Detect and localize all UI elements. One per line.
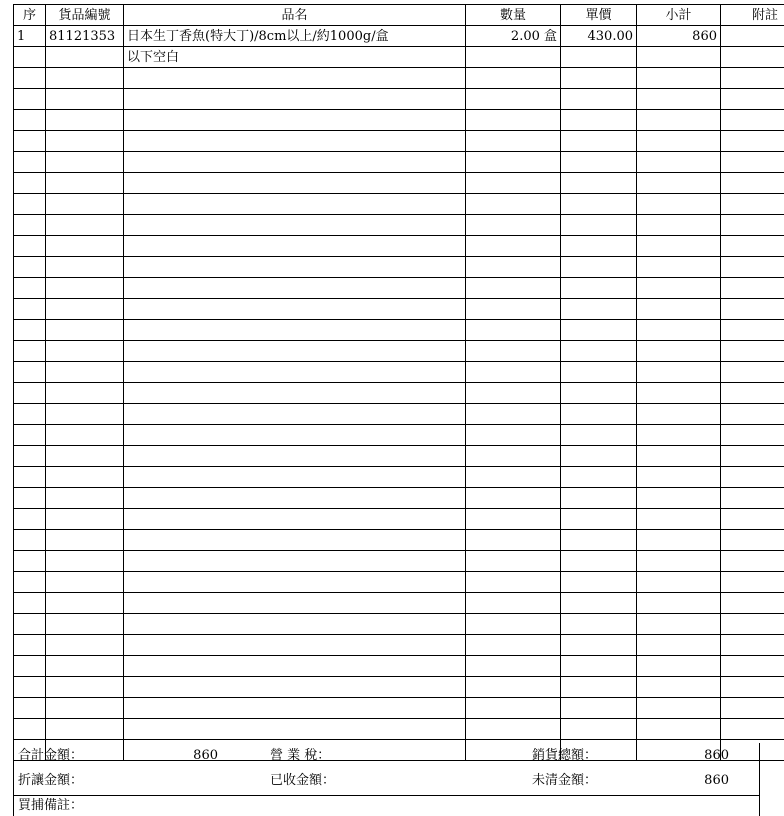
item-code bbox=[46, 320, 124, 341]
header-subtotal: 小計 bbox=[637, 5, 721, 26]
item-code bbox=[46, 593, 124, 614]
item-subtotal bbox=[637, 446, 721, 467]
item-subtotal bbox=[637, 488, 721, 509]
item-price bbox=[561, 698, 637, 719]
item-subtotal bbox=[637, 509, 721, 530]
item-name bbox=[124, 341, 466, 362]
item-code bbox=[46, 530, 124, 551]
item-seq bbox=[14, 341, 46, 362]
item-name bbox=[124, 320, 466, 341]
item-code bbox=[46, 446, 124, 467]
item-note bbox=[721, 593, 784, 614]
item-note bbox=[721, 383, 784, 404]
sales-total-value: 860 bbox=[674, 743, 729, 768]
item-price bbox=[561, 404, 637, 425]
item-name bbox=[124, 68, 466, 89]
item-code bbox=[46, 719, 124, 740]
item-qty bbox=[466, 383, 561, 404]
item-seq bbox=[14, 320, 46, 341]
item-note bbox=[721, 173, 784, 194]
item-price bbox=[561, 257, 637, 278]
item-name bbox=[124, 257, 466, 278]
header-code: 貨品編號 bbox=[46, 5, 124, 26]
item-code bbox=[46, 215, 124, 236]
item-seq bbox=[14, 299, 46, 320]
item-price bbox=[561, 152, 637, 173]
item-code bbox=[46, 509, 124, 530]
item-note bbox=[721, 215, 784, 236]
item-subtotal bbox=[637, 131, 721, 152]
item-seq bbox=[14, 509, 46, 530]
item-qty bbox=[466, 614, 561, 635]
item-qty bbox=[466, 656, 561, 677]
item-seq bbox=[14, 236, 46, 257]
item-subtotal bbox=[637, 530, 721, 551]
item-qty bbox=[466, 593, 561, 614]
table-row bbox=[14, 425, 784, 446]
item-qty bbox=[466, 467, 561, 488]
item-code bbox=[46, 299, 124, 320]
item-subtotal bbox=[637, 614, 721, 635]
table-row bbox=[14, 446, 784, 467]
item-qty bbox=[466, 572, 561, 593]
item-seq bbox=[14, 446, 46, 467]
discount-label: 折讓金額： bbox=[18, 768, 83, 793]
item-name bbox=[124, 614, 466, 635]
item-note bbox=[721, 278, 784, 299]
table-row bbox=[14, 362, 784, 383]
item-qty bbox=[466, 215, 561, 236]
item-name bbox=[124, 152, 466, 173]
item-code bbox=[46, 236, 124, 257]
table-row bbox=[14, 26, 784, 47]
item-qty bbox=[466, 278, 561, 299]
item-qty bbox=[466, 530, 561, 551]
item-subtotal bbox=[637, 593, 721, 614]
item-subtotal bbox=[637, 635, 721, 656]
header-price: 單價 bbox=[561, 5, 637, 26]
item-price bbox=[561, 614, 637, 635]
item-seq bbox=[14, 194, 46, 215]
item-seq bbox=[14, 404, 46, 425]
item-note bbox=[721, 635, 784, 656]
item-subtotal bbox=[637, 194, 721, 215]
item-price bbox=[561, 488, 637, 509]
item-note bbox=[721, 425, 784, 446]
sales-total-label: 銷貨總額： bbox=[532, 743, 597, 768]
table-row bbox=[14, 383, 784, 404]
item-qty bbox=[466, 131, 561, 152]
table-row bbox=[14, 215, 784, 236]
item-note bbox=[721, 698, 784, 719]
item-seq bbox=[14, 278, 46, 299]
item-price bbox=[561, 173, 637, 194]
item-seq bbox=[14, 593, 46, 614]
item-name bbox=[124, 89, 466, 110]
table-row bbox=[14, 236, 784, 257]
item-price bbox=[561, 89, 637, 110]
table-row bbox=[14, 656, 784, 677]
item-code bbox=[46, 257, 124, 278]
item-code bbox=[46, 572, 124, 593]
item-subtotal bbox=[637, 215, 721, 236]
item-subtotal bbox=[637, 551, 721, 572]
header-seq: 序 bbox=[14, 5, 46, 26]
item-qty bbox=[466, 47, 561, 68]
item-seq bbox=[14, 257, 46, 278]
item-seq bbox=[14, 572, 46, 593]
item-subtotal bbox=[637, 467, 721, 488]
header-note: 附註 bbox=[721, 5, 784, 26]
table-row bbox=[14, 131, 784, 152]
item-seq bbox=[14, 635, 46, 656]
item-price bbox=[561, 677, 637, 698]
header-name: 品名 bbox=[124, 5, 466, 26]
item-code bbox=[46, 551, 124, 572]
item-subtotal bbox=[637, 236, 721, 257]
item-price bbox=[561, 278, 637, 299]
item-seq bbox=[14, 131, 46, 152]
item-code bbox=[46, 131, 124, 152]
table-row bbox=[14, 89, 784, 110]
item-name bbox=[124, 236, 466, 257]
item-price bbox=[561, 383, 637, 404]
item-price bbox=[561, 656, 637, 677]
table-row bbox=[14, 719, 784, 740]
item-code bbox=[46, 656, 124, 677]
item-name bbox=[124, 635, 466, 656]
item-price bbox=[561, 341, 637, 362]
table-row bbox=[14, 257, 784, 278]
item-code bbox=[46, 47, 124, 68]
item-price bbox=[561, 236, 637, 257]
item-note bbox=[721, 551, 784, 572]
item-seq bbox=[14, 110, 46, 131]
item-subtotal bbox=[637, 425, 721, 446]
item-seq bbox=[14, 68, 46, 89]
item-note bbox=[721, 446, 784, 467]
item-note bbox=[721, 236, 784, 257]
item-subtotal bbox=[637, 404, 721, 425]
item-seq bbox=[14, 425, 46, 446]
item-code bbox=[46, 194, 124, 215]
item-subtotal bbox=[637, 341, 721, 362]
item-subtotal bbox=[637, 698, 721, 719]
item-note bbox=[721, 404, 784, 425]
item-seq bbox=[14, 551, 46, 572]
item-seq bbox=[14, 677, 46, 698]
item-seq bbox=[14, 152, 46, 173]
item-code bbox=[46, 383, 124, 404]
table-row bbox=[14, 341, 784, 362]
item-name bbox=[124, 698, 466, 719]
item-note bbox=[721, 656, 784, 677]
item-name bbox=[124, 362, 466, 383]
item-note bbox=[721, 509, 784, 530]
item-subtotal bbox=[637, 257, 721, 278]
item-price bbox=[561, 572, 637, 593]
table-row bbox=[14, 572, 784, 593]
item-subtotal bbox=[637, 89, 721, 110]
item-price bbox=[561, 320, 637, 341]
summary-row-1 bbox=[14, 743, 759, 768]
item-seq bbox=[14, 89, 46, 110]
table-row bbox=[14, 530, 784, 551]
table-row bbox=[14, 551, 784, 572]
item-code bbox=[46, 152, 124, 173]
table-header-row bbox=[14, 5, 784, 26]
invoice-sheet bbox=[13, 4, 759, 761]
items-table bbox=[13, 4, 784, 761]
item-name bbox=[124, 677, 466, 698]
tax-label: 營 業 稅： bbox=[270, 743, 330, 768]
table-row bbox=[14, 299, 784, 320]
item-subtotal bbox=[637, 320, 721, 341]
item-seq bbox=[14, 530, 46, 551]
item-note bbox=[721, 68, 784, 89]
table-row bbox=[14, 677, 784, 698]
item-seq bbox=[14, 383, 46, 404]
summary-section bbox=[13, 743, 760, 796]
item-qty bbox=[466, 677, 561, 698]
item-seq bbox=[14, 362, 46, 383]
item-subtotal bbox=[637, 383, 721, 404]
item-qty bbox=[466, 257, 561, 278]
item-note bbox=[721, 47, 784, 68]
item-name bbox=[124, 593, 466, 614]
table-row bbox=[14, 47, 784, 68]
item-qty bbox=[466, 362, 561, 383]
item-note bbox=[721, 89, 784, 110]
item-note bbox=[721, 614, 784, 635]
item-qty bbox=[466, 236, 561, 257]
item-name bbox=[124, 467, 466, 488]
item-subtotal: 860 bbox=[637, 26, 721, 47]
item-name bbox=[124, 299, 466, 320]
item-subtotal bbox=[637, 152, 721, 173]
item-price: 430.00 bbox=[561, 26, 637, 47]
table-row bbox=[14, 593, 784, 614]
item-subtotal bbox=[637, 47, 721, 68]
table-row bbox=[14, 320, 784, 341]
table-row bbox=[14, 110, 784, 131]
table-row bbox=[14, 635, 784, 656]
item-qty bbox=[466, 446, 561, 467]
item-seq bbox=[14, 215, 46, 236]
item-qty bbox=[466, 299, 561, 320]
item-price bbox=[561, 47, 637, 68]
item-note bbox=[721, 488, 784, 509]
item-note bbox=[721, 467, 784, 488]
item-qty: 2.00 盒 bbox=[466, 26, 561, 47]
item-subtotal bbox=[637, 677, 721, 698]
item-subtotal bbox=[637, 68, 721, 89]
remarks-label: 買捕備註： bbox=[18, 796, 83, 816]
table-row bbox=[14, 404, 784, 425]
item-note bbox=[721, 152, 784, 173]
item-name bbox=[124, 509, 466, 530]
item-qty bbox=[466, 89, 561, 110]
outstanding-value: 860 bbox=[674, 768, 729, 793]
item-code bbox=[46, 68, 124, 89]
item-price bbox=[561, 635, 637, 656]
item-seq bbox=[14, 488, 46, 509]
item-code bbox=[46, 488, 124, 509]
item-seq bbox=[14, 656, 46, 677]
item-name bbox=[124, 110, 466, 131]
table-row bbox=[14, 467, 784, 488]
item-seq: 1 bbox=[14, 26, 46, 47]
item-subtotal bbox=[637, 278, 721, 299]
item-qty bbox=[466, 719, 561, 740]
header-qty: 數量 bbox=[466, 5, 561, 26]
item-code bbox=[46, 425, 124, 446]
item-name bbox=[124, 551, 466, 572]
item-code bbox=[46, 635, 124, 656]
item-qty bbox=[466, 551, 561, 572]
item-note bbox=[721, 719, 784, 740]
table-row bbox=[14, 509, 784, 530]
item-code: 81121353 bbox=[46, 26, 124, 47]
item-note bbox=[721, 26, 784, 47]
item-subtotal bbox=[637, 110, 721, 131]
item-price bbox=[561, 299, 637, 320]
total-label: 合計金額： bbox=[18, 743, 83, 768]
outstanding-label: 未清金額： bbox=[532, 768, 597, 793]
item-code bbox=[46, 362, 124, 383]
item-seq bbox=[14, 467, 46, 488]
item-name bbox=[124, 404, 466, 425]
item-price bbox=[561, 509, 637, 530]
item-note bbox=[721, 257, 784, 278]
item-name bbox=[124, 719, 466, 740]
item-qty bbox=[466, 488, 561, 509]
item-name: 以下空白 bbox=[124, 47, 466, 68]
item-name bbox=[124, 425, 466, 446]
item-name bbox=[124, 194, 466, 215]
item-qty bbox=[466, 698, 561, 719]
item-code bbox=[46, 677, 124, 698]
remarks-section bbox=[13, 796, 760, 816]
item-note bbox=[721, 131, 784, 152]
item-code bbox=[46, 89, 124, 110]
item-seq bbox=[14, 173, 46, 194]
item-code bbox=[46, 614, 124, 635]
item-code bbox=[46, 341, 124, 362]
item-note bbox=[721, 530, 784, 551]
item-price bbox=[561, 593, 637, 614]
item-code bbox=[46, 467, 124, 488]
item-name bbox=[124, 656, 466, 677]
item-subtotal bbox=[637, 299, 721, 320]
item-price bbox=[561, 467, 637, 488]
item-qty bbox=[466, 320, 561, 341]
item-code bbox=[46, 404, 124, 425]
item-price bbox=[561, 530, 637, 551]
table-row bbox=[14, 68, 784, 89]
table-row bbox=[14, 614, 784, 635]
item-seq bbox=[14, 698, 46, 719]
item-name bbox=[124, 572, 466, 593]
item-price bbox=[561, 131, 637, 152]
item-price bbox=[561, 68, 637, 89]
total-value: 860 bbox=[164, 743, 218, 768]
item-name bbox=[124, 278, 466, 299]
item-code bbox=[46, 698, 124, 719]
item-price bbox=[561, 362, 637, 383]
item-subtotal bbox=[637, 173, 721, 194]
item-name: 日本生丁香魚(特大丁)/8cm以上/約1000g/盒 bbox=[124, 26, 466, 47]
item-qty bbox=[466, 341, 561, 362]
item-price bbox=[561, 551, 637, 572]
items-body bbox=[14, 26, 784, 761]
item-qty bbox=[466, 635, 561, 656]
item-subtotal bbox=[637, 656, 721, 677]
item-code bbox=[46, 110, 124, 131]
item-seq bbox=[14, 719, 46, 740]
item-name bbox=[124, 530, 466, 551]
received-label: 已收金額： bbox=[270, 768, 335, 793]
summary-row-2 bbox=[14, 768, 759, 793]
item-name bbox=[124, 488, 466, 509]
item-name bbox=[124, 173, 466, 194]
item-subtotal bbox=[637, 572, 721, 593]
item-seq bbox=[14, 614, 46, 635]
item-note bbox=[721, 320, 784, 341]
item-qty bbox=[466, 68, 561, 89]
table-row bbox=[14, 488, 784, 509]
item-name bbox=[124, 383, 466, 404]
item-note bbox=[721, 677, 784, 698]
item-note bbox=[721, 299, 784, 320]
item-note bbox=[721, 194, 784, 215]
item-price bbox=[561, 446, 637, 467]
table-row bbox=[14, 173, 784, 194]
item-code bbox=[46, 173, 124, 194]
item-name bbox=[124, 131, 466, 152]
item-name bbox=[124, 215, 466, 236]
item-qty bbox=[466, 194, 561, 215]
item-note bbox=[721, 110, 784, 131]
item-code bbox=[46, 278, 124, 299]
item-note bbox=[721, 362, 784, 383]
item-qty bbox=[466, 173, 561, 194]
item-price bbox=[561, 425, 637, 446]
item-subtotal bbox=[637, 362, 721, 383]
item-name bbox=[124, 446, 466, 467]
table-row bbox=[14, 152, 784, 173]
item-subtotal bbox=[637, 719, 721, 740]
item-note bbox=[721, 572, 784, 593]
table-row bbox=[14, 194, 784, 215]
item-price bbox=[561, 110, 637, 131]
item-price bbox=[561, 719, 637, 740]
item-qty bbox=[466, 425, 561, 446]
table-row bbox=[14, 278, 784, 299]
item-qty bbox=[466, 152, 561, 173]
item-price bbox=[561, 194, 637, 215]
item-qty bbox=[466, 404, 561, 425]
item-qty bbox=[466, 110, 561, 131]
item-note bbox=[721, 341, 784, 362]
table-row bbox=[14, 698, 784, 719]
item-qty bbox=[466, 509, 561, 530]
item-price bbox=[561, 215, 637, 236]
item-seq bbox=[14, 47, 46, 68]
